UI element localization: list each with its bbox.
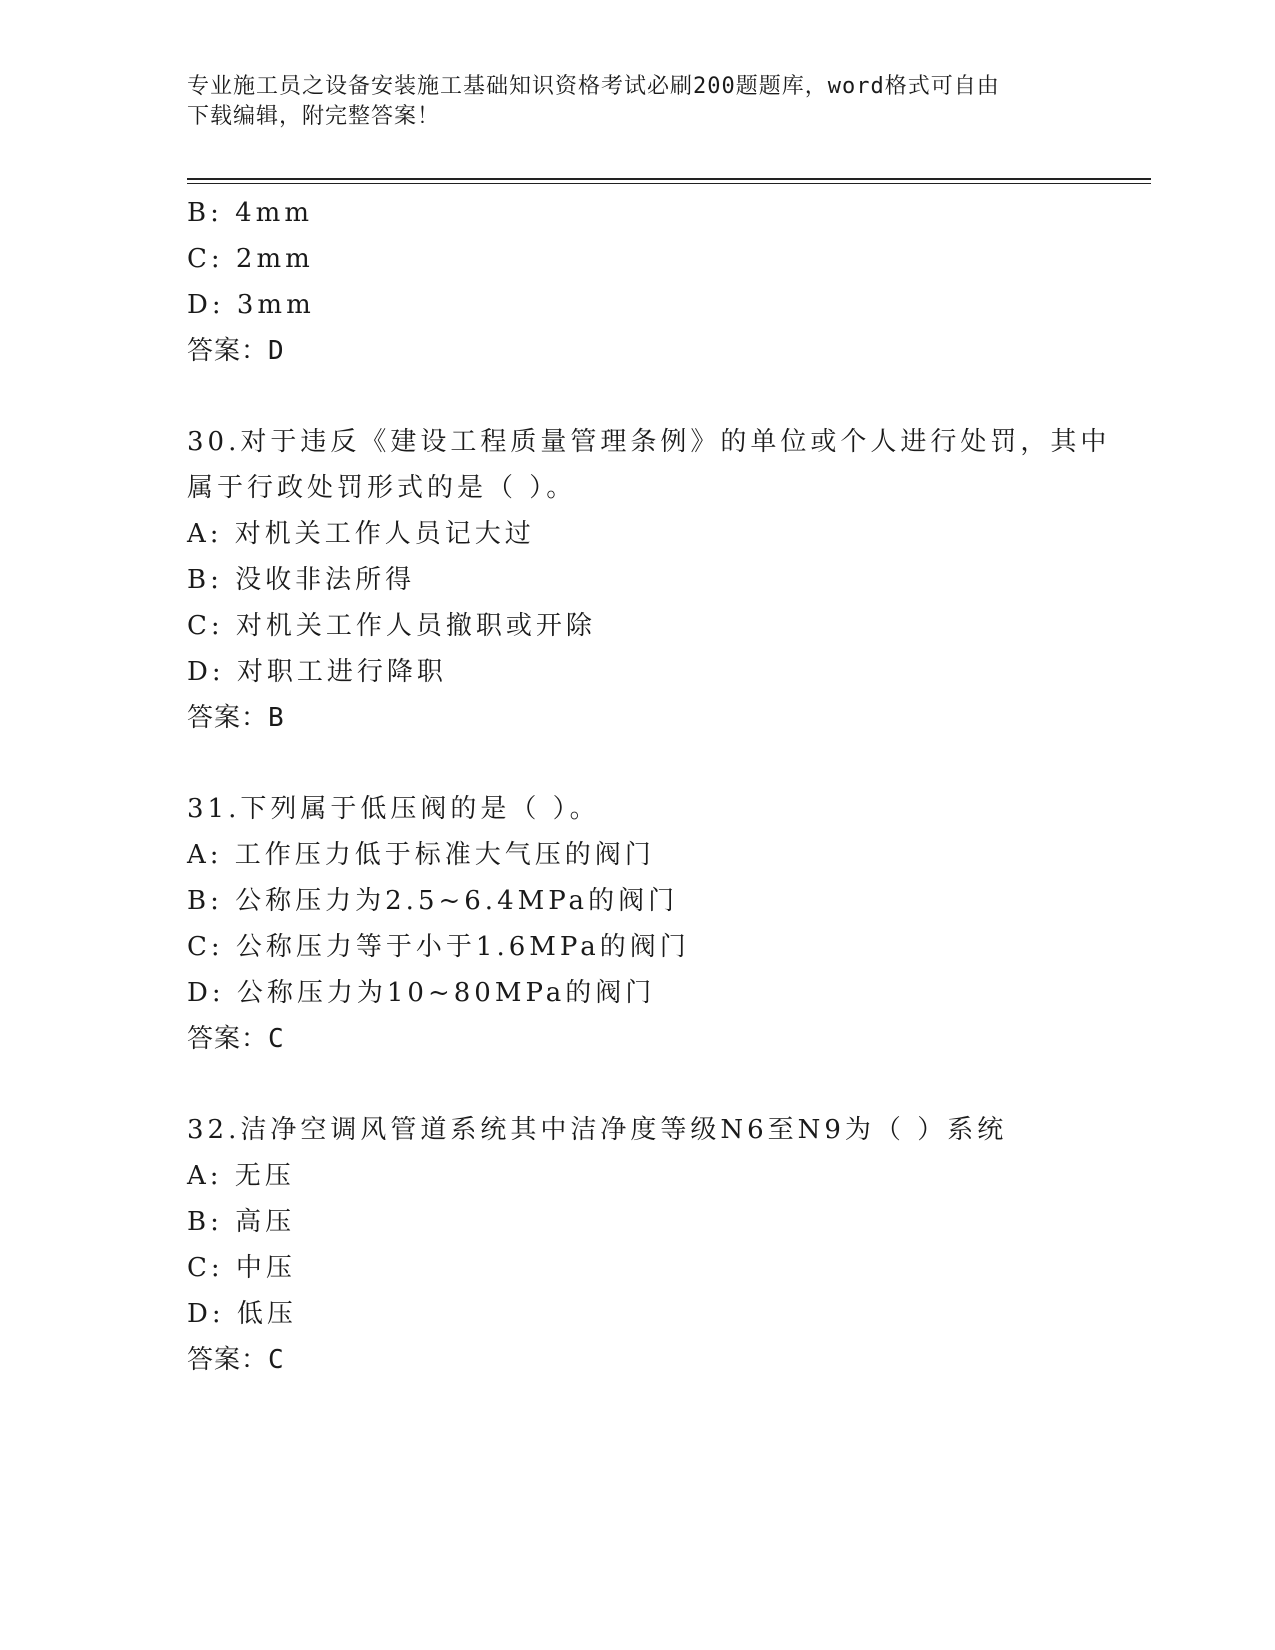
option-b: B: 公称压力为2.5~6.4MPa的阀门	[187, 886, 679, 916]
document-header	[187, 72, 1087, 132]
option-d: D: 公称压力为10~80MPa的阀门	[187, 978, 656, 1008]
question-stem-line: 32.洁净空调风管道系统其中洁净度等级N6至N9为（ ）系统	[187, 1115, 1008, 1145]
answer: 答案：D	[187, 336, 285, 366]
option-c: C: 对机关工作人员撤职或开除	[187, 611, 596, 641]
option-a: A: 对机关工作人员记大过	[187, 519, 535, 549]
option-b: B: 没收非法所得	[187, 565, 416, 595]
header-rule-thick	[187, 178, 1151, 180]
question-stem-line: 30.对于违反《建设工程质量管理条例》的单位或个人进行处罚，其中	[187, 427, 1111, 457]
option-d: D: 对职工进行降职	[187, 657, 447, 687]
question-31	[187, 786, 1147, 1062]
header-line-2: 下载编辑，附完整答案！	[187, 104, 441, 129]
option-b: B: 高压	[187, 1207, 296, 1237]
header-line-1: 专业施工员之设备安装施工基础知识资格考试必刷200题题库，word格式可自由	[187, 74, 1000, 99]
question-content	[187, 190, 1147, 1383]
option-a: A: 工作压力低于标准大气压的阀门	[187, 840, 655, 870]
option-a: A: 无压	[187, 1161, 295, 1191]
answer: 答案：C	[187, 1024, 285, 1054]
spacer	[187, 741, 1147, 786]
previous-question-tail	[187, 190, 1147, 374]
question-32	[187, 1107, 1147, 1383]
option-c: C: 中压	[187, 1253, 296, 1283]
option-b: B: 4mm	[187, 198, 313, 228]
question-stem-line: 属于行政处罚形式的是（ ）。	[187, 473, 577, 503]
spacer	[187, 1062, 1147, 1107]
header-rule-thin	[187, 183, 1151, 184]
question-30	[187, 419, 1147, 741]
spacer	[187, 374, 1147, 419]
question-stem-line: 31.下列属于低压阀的是（ ）。	[187, 794, 600, 824]
option-c: C: 2mm	[187, 244, 314, 274]
option-d: D: 低压	[187, 1299, 297, 1329]
option-d: D: 3mm	[187, 290, 315, 320]
answer: 答案：B	[187, 703, 285, 733]
option-c: C: 公称压力等于小于1.6MPa的阀门	[187, 932, 690, 962]
answer: 答案：C	[187, 1345, 285, 1375]
